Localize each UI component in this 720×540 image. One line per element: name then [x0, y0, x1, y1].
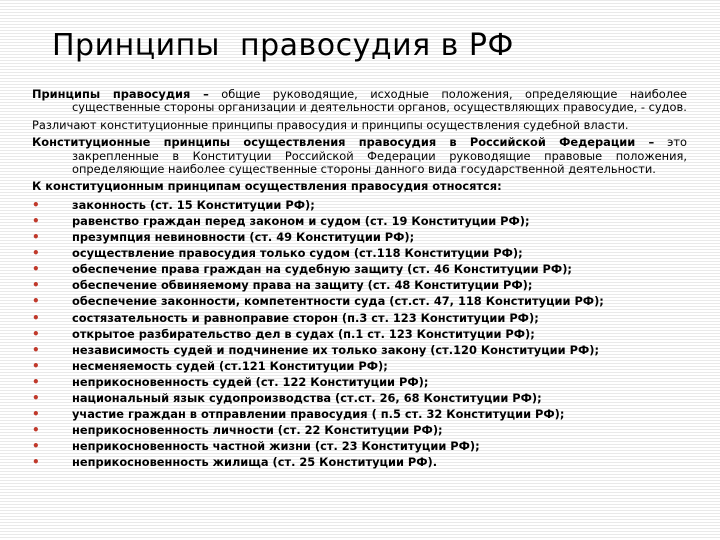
slide-title: Принципы правосудия в РФ [52, 28, 514, 63]
principle-text: обеспечение обвиняемому права на защиту (ст. 48 Конституции РФ); [72, 278, 533, 293]
principle-item [32, 342, 687, 358]
principle-item [32, 422, 687, 438]
bullet-icon: • [32, 423, 40, 438]
principle-text: неприкосновенность частной жизни (ст. 23 Конституции РФ); [72, 439, 480, 454]
constitutional-paragraph [32, 136, 687, 176]
principle-text: несменяемость судей (ст.121 Конституции РФ); [72, 358, 388, 373]
principle-text: участие граждан в отправлении правосудия ( п.5 ст. 32 Конституции РФ); [72, 407, 565, 422]
principle-item [32, 390, 687, 406]
principle-item [32, 406, 687, 422]
principle-text: открытое разбирательство дел в судах (п.1 ст. 123 Конституции РФ); [72, 326, 535, 341]
principle-item [32, 438, 687, 454]
bullet-icon: • [32, 213, 40, 228]
principle-item [32, 261, 687, 277]
bullet-icon: • [32, 230, 40, 245]
bullet-icon: • [32, 407, 40, 422]
principle-item [32, 293, 687, 309]
principle-item [32, 245, 687, 261]
distinction-paragraph: Различают конституционные принципы правосудия и принципы осуществления судебной власти. [32, 117, 629, 132]
principle-item [32, 197, 687, 213]
principle-text: законность (ст. 15 Конституции РФ); [72, 197, 315, 212]
bullet-icon: • [32, 358, 40, 373]
principle-text: обеспечение права граждан на судебную защиту (ст. 46 Конституции РФ); [72, 262, 572, 277]
principle-item [32, 213, 687, 229]
principle-text: национальный язык судопроизводства (ст.ст. 26, 68 Конституции РФ); [72, 390, 542, 405]
principle-item [32, 358, 687, 374]
principle-text: равенство граждан перед законом и судом (ст. 19 Конституции РФ); [72, 213, 530, 228]
principle-item [32, 374, 687, 390]
constitutional-text: это закрепленные в Конституции Российской Федерации руководящие правовые положения, определяющие наиболее существенные стороны данного вида государственной деятельности. [72, 135, 687, 177]
definition-paragraph [32, 88, 687, 115]
principle-text: неприкосновенность судей (ст. 122 Конституции РФ); [72, 374, 429, 389]
slide-content [32, 88, 687, 470]
list-heading: К конституционным принципам осуществления правосудия относятся: [32, 179, 502, 194]
bullet-icon: • [32, 278, 40, 293]
principles-list [32, 197, 687, 471]
principle-item [32, 326, 687, 342]
principle-text: независимость судей и подчинение их только закону (ст.120 Конституции РФ); [72, 342, 599, 357]
bullet-icon: • [32, 455, 40, 470]
definition-text: общие руководящие, исходные положения, определяющие наиболее существенные стороны организации и деятельности органов, осуществляющих правосудие, - судов. [72, 87, 687, 115]
principle-item [32, 229, 687, 245]
principle-text: презумпция невиновности (ст. 49 Конституции РФ); [72, 230, 415, 245]
constitutional-term: Конституционные принципы осуществления правосудия в Российской Федерации – [32, 135, 655, 150]
principle-text: неприкосновенность жилища (ст. 25 Конституции РФ). [72, 455, 438, 470]
bullet-icon: • [32, 246, 40, 261]
definition-term: Принципы правосудия – [32, 87, 209, 101]
principle-text: осуществление правосудия только судом (ст.118 Конституции РФ); [72, 246, 523, 261]
bullet-icon: • [32, 294, 40, 309]
principle-text: неприкосновенность личности (ст. 22 Конституции РФ); [72, 423, 443, 438]
bullet-icon: • [32, 310, 40, 325]
principle-item [32, 454, 687, 470]
bullet-icon: • [32, 342, 40, 357]
bullet-icon: • [32, 197, 40, 212]
bullet-icon: • [32, 262, 40, 277]
bullet-icon: • [32, 439, 40, 454]
bullet-icon: • [32, 374, 40, 389]
bullet-icon: • [32, 326, 40, 341]
principle-item [32, 277, 687, 293]
bullet-icon: • [32, 390, 40, 405]
principle-text: состязательность и равноправие сторон (п.3 ст. 123 Конституции РФ); [72, 310, 539, 325]
principle-text: обеспечение законности, компетентности суда (ст.ст. 47, 118 Конституции РФ); [72, 294, 604, 309]
principle-item [32, 310, 687, 326]
